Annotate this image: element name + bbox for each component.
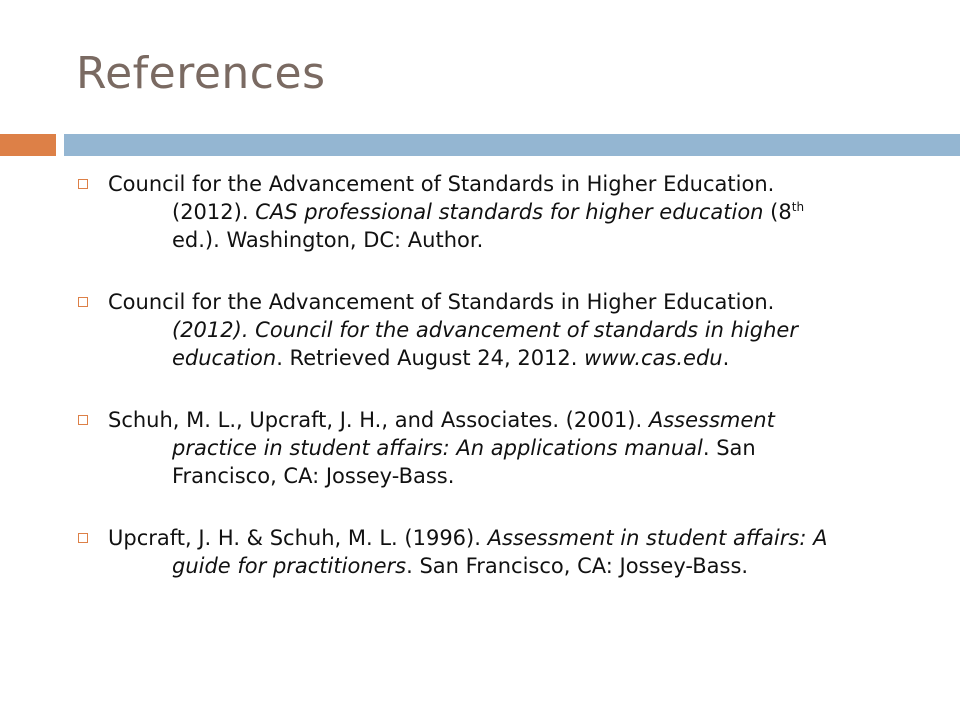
accent-bar-blue bbox=[64, 134, 960, 156]
reference-text: . San Francisco, CA: Jossey-Bass. bbox=[406, 554, 749, 578]
reference-line: (2012). Council for the advancement of standards in higher bbox=[172, 318, 798, 342]
reference-line: Council for the Advancement of Standards in Higher Education. bbox=[108, 172, 775, 196]
reference-title: CAS professional standards for higher education bbox=[255, 200, 764, 224]
reference-text: (8 bbox=[763, 200, 792, 224]
reference-list bbox=[72, 170, 932, 614]
reference-text: Schuh, M. L., Upcraft, J. H., and Associates. (2001). bbox=[108, 408, 649, 432]
reference-line bbox=[108, 552, 932, 580]
reference-line bbox=[108, 198, 932, 226]
reference-title: education bbox=[172, 346, 277, 370]
slide-title: References bbox=[76, 48, 326, 99]
reference-line: Council for the Advancement of Standards in Higher Education. bbox=[108, 290, 775, 314]
square-bullet-icon bbox=[78, 415, 88, 425]
accent-bar-orange bbox=[0, 134, 56, 156]
reference-text: . bbox=[722, 346, 730, 370]
square-bullet-icon bbox=[78, 533, 88, 543]
reference-line bbox=[108, 434, 932, 462]
reference-line bbox=[108, 344, 932, 372]
reference-text: (2012). bbox=[172, 200, 256, 224]
square-bullet-icon bbox=[78, 297, 88, 307]
reference-text: . Retrieved August 24, 2012. bbox=[276, 346, 585, 370]
reference-url: www.cas.edu bbox=[584, 346, 723, 370]
reference-title: practice in student affairs: An applications manual bbox=[172, 436, 703, 460]
reference-text: Upcraft, J. H. & Schuh, M. L. (1996). bbox=[108, 526, 488, 550]
reference-text: . San bbox=[702, 436, 756, 460]
reference-item bbox=[72, 406, 932, 490]
reference-title: guide for practitioners bbox=[172, 554, 407, 578]
square-bullet-icon bbox=[78, 179, 88, 189]
reference-title: Assessment in student affairs: A bbox=[487, 526, 828, 550]
reference-line: Francisco, CA: Jossey-Bass. bbox=[172, 464, 455, 488]
ordinal-suffix: th bbox=[791, 200, 805, 214]
reference-line bbox=[108, 524, 932, 552]
reference-line: ed.). Washington, DC: Author. bbox=[172, 228, 484, 252]
reference-item bbox=[72, 170, 932, 254]
reference-item bbox=[72, 288, 932, 372]
reference-item bbox=[72, 524, 932, 580]
reference-line bbox=[108, 406, 932, 434]
reference-title: Assessment bbox=[648, 408, 775, 432]
